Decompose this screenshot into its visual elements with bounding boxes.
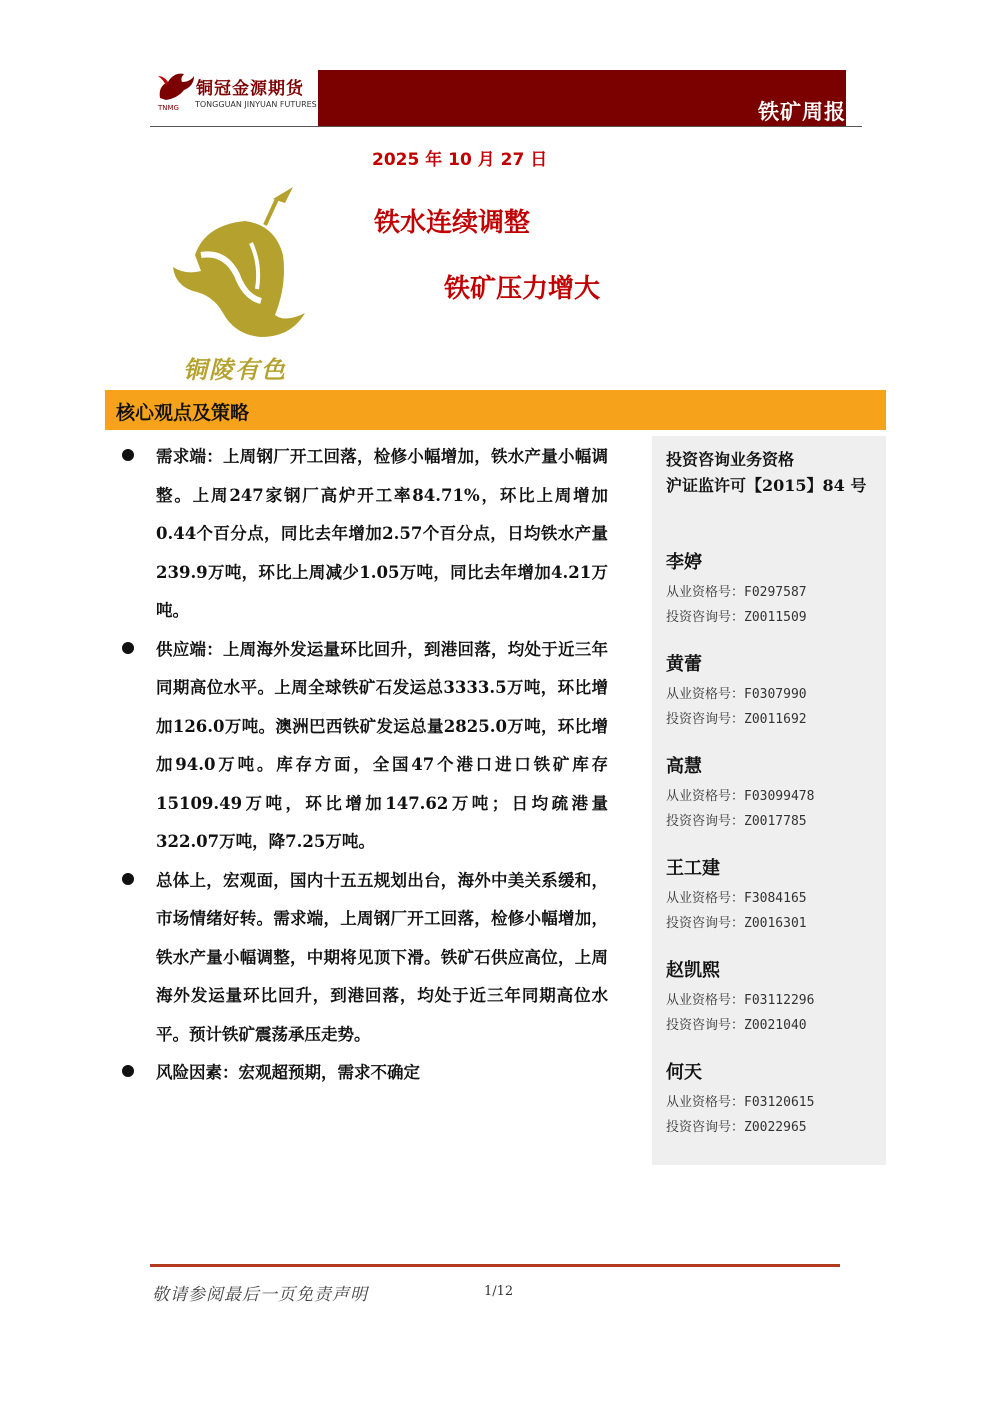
report-date: 2025 年 10 月 27 日 [372, 150, 548, 170]
bullet-risk: 风险因素：宏观超预期，需求不确定 [118, 1054, 608, 1093]
header-divider [150, 126, 862, 127]
headline-1: 铁水连续调整 [374, 208, 531, 238]
bullet-dot-icon [122, 642, 134, 654]
bullet-demand: 需求端：上周钢厂开工回落，检修小幅增加，铁水产量小幅调整。上周247家钢厂高炉开工率84.71%，环比上周增加0.44个百分点，同比去年增加2.57个百分点，日均铁水产量 239.9万吨，环比上周减少1.05万吨，同比去年增加4.21万吨。 [118, 438, 608, 631]
analyst-advisory: 投资咨询号：Z0022965 [666, 1120, 807, 1135]
emblem-caption: 铜陵有色 [183, 355, 287, 384]
analyst-advisory: 投资咨询号：Z0021040 [666, 1018, 807, 1033]
section-title: 核心观点及策略 [116, 402, 250, 424]
bullet-dot-icon [122, 1065, 134, 1077]
qualification-license: 沪证监许可【2015】84 号 [666, 476, 867, 495]
headline-2: 铁矿压力增大 [444, 274, 601, 304]
analyst-name: 黄蕾 [666, 654, 702, 675]
analyst-name: 何天 [666, 1062, 702, 1083]
disclaimer-note: 敬请参阅最后一页免责声明 [152, 1285, 368, 1305]
analyst-name: 李婷 [666, 552, 702, 573]
bullet-supply: 供应端：上周海外发运量环比回升，到港回落，均处于近三年同期高位水平。上周全球铁矿石发运总3333.5万吨，环比增加126.0万吨。澳洲巴西铁矿发运总量2825.0万吨，环比增加94.0万吨。库存方面，全国47个港口进口铁矿库存15109.49万吨，环比增加147.62万吨；日均疏港量322.07万吨，降7.25万吨。 [118, 631, 608, 862]
analyst-name: 赵凯熙 [666, 960, 720, 981]
qualification-title: 投资咨询业务资格 [666, 450, 795, 469]
company-name-en: TONGGUAN JINYUAN FUTURES [195, 100, 317, 109]
company-name-cn: 铜冠金源期货 [196, 79, 304, 99]
analyst-cert: 从业资格号：F0297587 [666, 585, 807, 600]
analyst-cert: 从业资格号：F03120615 [666, 1095, 815, 1110]
analyst-advisory: 投资咨询号：Z0011692 [666, 712, 807, 727]
page-number: 1/12 [484, 1284, 514, 1299]
analyst-name: 王工建 [666, 858, 720, 879]
bullet-overall: 总体上，宏观面，国内十五五规划出台，海外中美关系缓和，市场情绪好转。需求端，上周钢厂开工回落，检修小幅增加，铁水产量小幅调整，中期将见顶下滑。铁矿石供应高位，上周海外发运量环比回升，到港回落，均处于近三年同期高位水平。预计铁矿震荡承压走势。 [118, 862, 608, 1055]
bullet-dot-icon [122, 449, 134, 461]
analyst-advisory: 投资咨询号：Z0017785 [666, 814, 807, 829]
strategy-bullet-list [118, 438, 608, 1093]
analyst-advisory: 投资咨询号：Z0016301 [666, 916, 807, 931]
analyst-cert: 从业资格号：F0307990 [666, 687, 807, 702]
company-abbr: TNMG [158, 104, 179, 112]
analyst-name: 高慧 [666, 756, 702, 777]
report-type: 铁矿周报 [758, 99, 846, 124]
bullet-dot-icon [122, 873, 134, 885]
emblem-logo [165, 185, 315, 385]
analyst-advisory: 投资咨询号：Z0011509 [666, 610, 807, 625]
analyst-cert: 从业资格号：F3084165 [666, 891, 807, 906]
bull-logo-icon [154, 68, 198, 108]
analyst-cert: 从业资格号：F03112296 [666, 993, 815, 1008]
analyst-cert: 从业资格号：F03099478 [666, 789, 815, 804]
footer-divider [150, 1264, 840, 1267]
